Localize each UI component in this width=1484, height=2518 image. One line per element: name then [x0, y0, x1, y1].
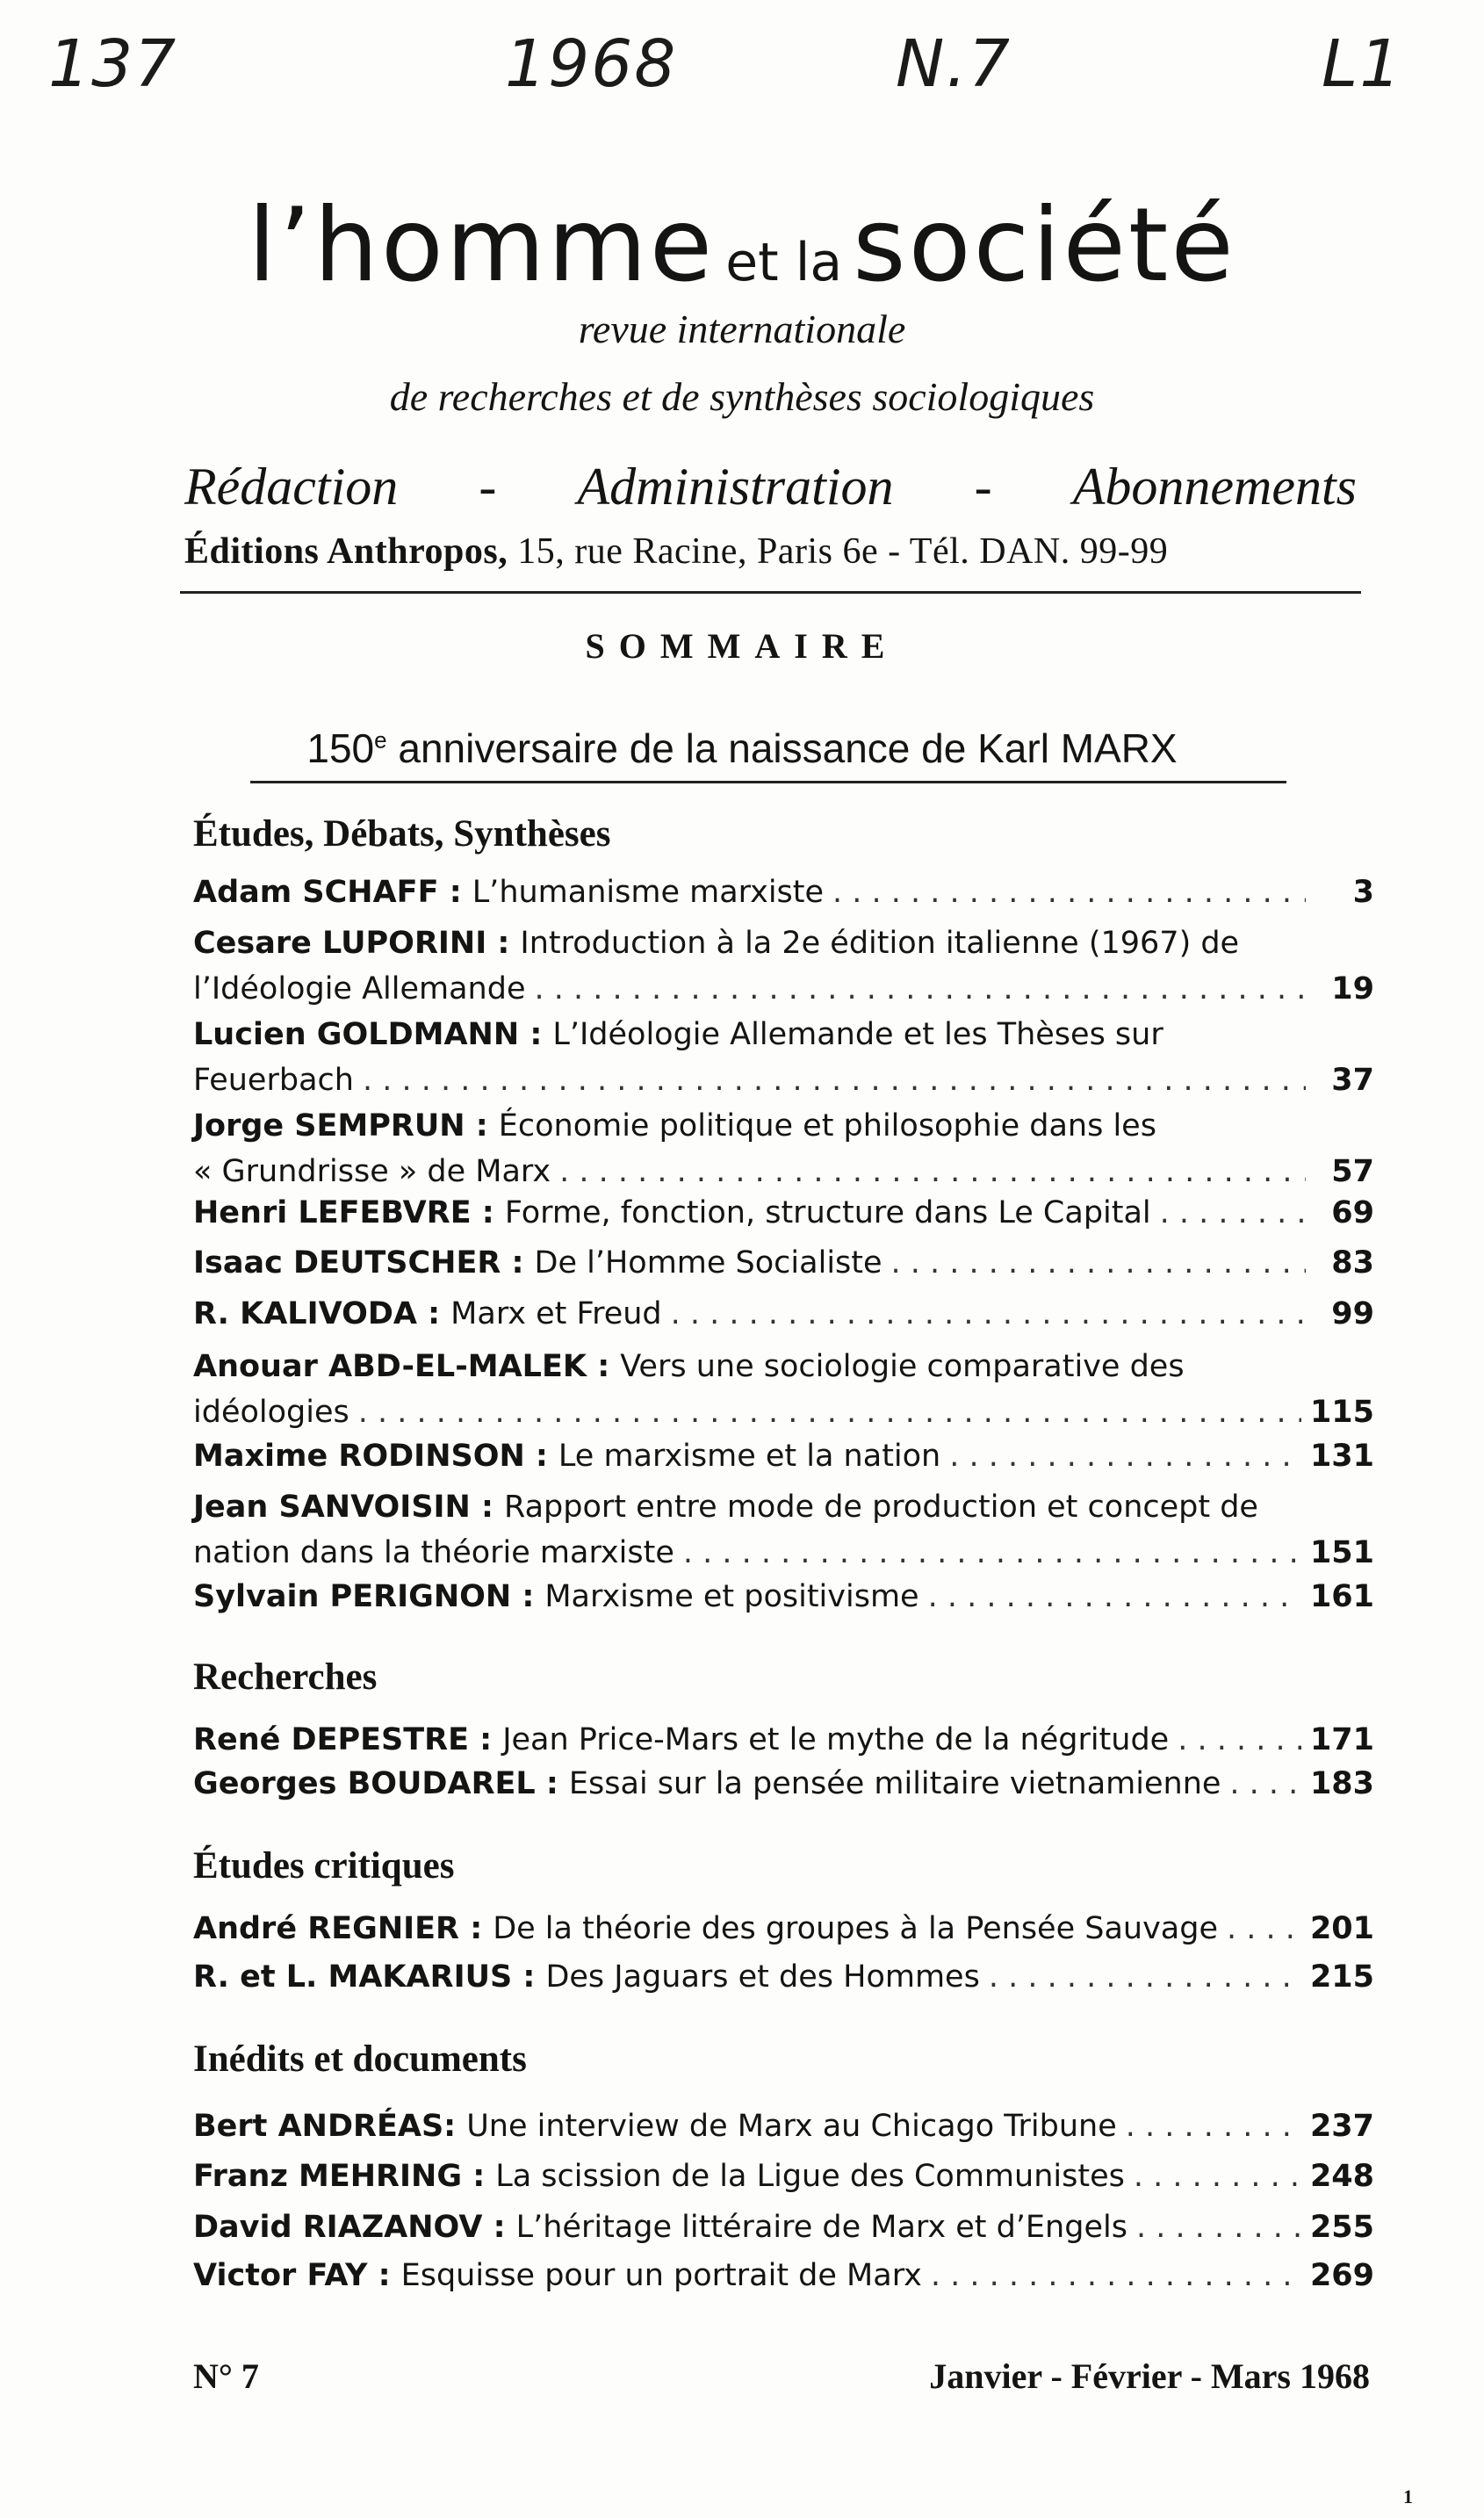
- toc-title: Le marxisme et la nation: [558, 1439, 941, 1474]
- toc-leader: [1227, 1906, 1301, 1952]
- toc-entry: [193, 2154, 1374, 2199]
- admin-redaction: Rédaction: [184, 458, 399, 516]
- toc-author: Georges BOUDAREL :: [193, 1766, 558, 1801]
- toc-title: De l’Homme Socialiste: [534, 1245, 882, 1281]
- toc-page: 37: [1331, 1063, 1374, 1098]
- toc-leader: [931, 2253, 1301, 2298]
- toc-leader: [891, 1240, 1306, 1286]
- journal-title: [0, 186, 1484, 305]
- admin-administration: Administration: [577, 458, 894, 516]
- toc-page: 161: [1309, 1579, 1374, 1614]
- toc-entry: [193, 1574, 1374, 1620]
- anniversary-number: 150: [306, 725, 375, 771]
- toc-entry: [193, 2103, 1374, 2149]
- section-title: Recherches: [193, 1656, 378, 1698]
- toc-entry: [193, 1761, 1374, 1807]
- toc-entry: [193, 2253, 1374, 2298]
- toc-page: 248: [1309, 2159, 1374, 2194]
- toc-author: Victor FAY :: [193, 2258, 391, 2293]
- toc-author: Jorge SEMPRUN :: [193, 1108, 488, 1144]
- toc-page: 255: [1309, 2210, 1374, 2245]
- toc-page: 99: [1331, 1296, 1374, 1331]
- toc-author: René DEPESTRE :: [193, 1722, 493, 1757]
- toc-page: 3: [1352, 875, 1374, 910]
- toc-leader: [1136, 2204, 1301, 2250]
- toc-entry: [193, 869, 1374, 915]
- toc-author: Franz MEHRING :: [193, 2159, 486, 2194]
- toc-leader: [1134, 2154, 1301, 2199]
- toc-page: 131: [1309, 1439, 1374, 1474]
- anniversary-text: anniversaire de la naissance de Karl MARX: [386, 725, 1178, 771]
- toc-title: Introduction à la 2e édition italienne (1967) de: [520, 926, 1240, 961]
- address-text: 15, rue Racine, Paris 6e - Tél. DAN. 99-99: [508, 531, 1169, 572]
- toc-title-cont: « Grundrisse » de Marx: [193, 1154, 551, 1189]
- toc-title: L’humanisme marxiste: [472, 875, 825, 910]
- toc-page: 151: [1309, 1535, 1374, 1570]
- toc-leader: [1126, 2103, 1301, 2149]
- toc-entry: [193, 1103, 1374, 1194]
- toc-leader: [949, 1433, 1301, 1479]
- toc-title: Jean Price-Mars et le mythe de la négritude: [502, 1722, 1170, 1757]
- toc-leader: [1178, 1717, 1301, 1763]
- title-part-et-la: et la: [725, 232, 843, 293]
- toc-entry: [193, 1717, 1374, 1763]
- toc-author: Cesare LUPORINI :: [193, 926, 510, 961]
- toc-title: De la théorie des groupes à la Pensée Sauvage: [493, 1911, 1219, 1946]
- toc-author: R. KALIVODA :: [193, 1296, 441, 1331]
- toc-entry: [193, 1906, 1374, 1952]
- toc-author: Jean SANVOISIN :: [193, 1490, 494, 1525]
- toc-entry: [193, 2204, 1374, 2250]
- toc-author: Lucien GOLDMANN :: [193, 1017, 543, 1052]
- toc-title-cont: l’Idéologie Allemande: [193, 971, 526, 1006]
- title-part-societe: société: [853, 186, 1236, 305]
- admin-sep: -: [479, 458, 497, 516]
- section-title: Inédits et documents: [193, 2038, 527, 2080]
- toc-leader: [1229, 1761, 1301, 1807]
- toc-author: André REGNIER :: [193, 1911, 483, 1946]
- toc-title: Une interview de Marx au Chicago Tribune: [466, 2109, 1117, 2144]
- toc-title-cont: nation dans la théorie marxiste: [193, 1535, 674, 1570]
- page-number: 1: [1403, 2486, 1413, 2507]
- toc-title-cont: Feuerbach: [193, 1063, 354, 1098]
- issue-number: N° 7: [193, 2356, 259, 2396]
- header-divider: [180, 591, 1361, 594]
- handwritten-note-year: 1968: [505, 26, 678, 102]
- anniversary-heading: [0, 725, 1484, 772]
- toc-title: Des Jaguars et des Hommes: [545, 1959, 980, 1995]
- toc-author: Bert ANDRÉAS:: [193, 2109, 457, 2144]
- toc-title: Essai sur la pensée militaire vietnamienne: [568, 1766, 1221, 1801]
- toc-author: R. et L. MAKARIUS :: [193, 1959, 536, 1995]
- toc-page: 183: [1309, 1766, 1374, 1801]
- toc-author: Adam SCHAFF :: [193, 875, 462, 910]
- toc-page: 69: [1331, 1195, 1374, 1230]
- toc-entry: [193, 1240, 1374, 1286]
- toc-title: Rapport entre mode de production et concept de: [504, 1490, 1258, 1525]
- publisher-name: Éditions Anthropos,: [184, 531, 508, 572]
- section-title: Études critiques: [193, 1845, 455, 1887]
- toc-entry: [193, 1954, 1374, 2000]
- toc-leader: [832, 869, 1306, 915]
- toc-leader: [928, 1574, 1301, 1620]
- toc-entry: [193, 1433, 1374, 1479]
- toc-page: 171: [1309, 1722, 1374, 1757]
- toc-leader: [363, 1057, 1306, 1103]
- toc-page: 115: [1309, 1395, 1374, 1430]
- toc-leader: [671, 1291, 1306, 1337]
- toc-page: 201: [1309, 1911, 1374, 1946]
- toc-leader: [358, 1389, 1301, 1435]
- anniversary-sup: e: [374, 726, 387, 754]
- toc-page: 83: [1331, 1245, 1374, 1281]
- issue-date: Janvier - Février - Mars 1968: [929, 2356, 1370, 2396]
- toc-leader: [683, 1530, 1301, 1576]
- toc-entry: [193, 1484, 1374, 1576]
- admin-line: [184, 457, 1357, 517]
- toc-title: La scission de la Ligue des Communistes: [495, 2159, 1125, 2194]
- toc-leader: [989, 1954, 1301, 2000]
- toc-page: 215: [1309, 1959, 1374, 1995]
- toc-entry: [193, 1291, 1374, 1337]
- toc-page: 57: [1331, 1154, 1374, 1189]
- toc-title: L’héritage littéraire de Marx et d’Engels: [515, 2210, 1127, 2245]
- toc-author: David RIAZANOV :: [193, 2210, 506, 2245]
- toc-title: Économie politique et philosophie dans les: [498, 1108, 1156, 1144]
- toc-leader: [559, 1149, 1306, 1194]
- toc-page: 269: [1309, 2258, 1374, 2293]
- toc-title: Marx et Freud: [450, 1296, 662, 1331]
- section-title: Études, Débats, Synthèses: [193, 813, 611, 855]
- admin-abonnements: Abonnements: [1072, 458, 1357, 516]
- toc-author: Isaac DEUTSCHER :: [193, 1245, 524, 1281]
- admin-sep: -: [974, 458, 992, 516]
- subtitle-line-1: revue internationale: [578, 307, 906, 351]
- handwritten-note-code: L1: [1322, 26, 1403, 102]
- toc-title-cont: idéologies: [193, 1395, 349, 1430]
- toc-author: Henri LEFEBVRE :: [193, 1195, 494, 1230]
- toc-page: 19: [1331, 971, 1374, 1006]
- toc-leader: [534, 966, 1306, 1012]
- toc-title: Vers une sociologie comparative des: [620, 1349, 1185, 1384]
- toc-entry: [193, 1344, 1374, 1435]
- toc-entry: [193, 920, 1374, 1012]
- toc-page: 237: [1309, 2109, 1374, 2144]
- issue-footer: [193, 2356, 1370, 2397]
- handwritten-note-issue: N.7: [896, 26, 1012, 102]
- toc-title: Marxisme et positivisme: [544, 1579, 919, 1614]
- toc-entry: [193, 1012, 1374, 1103]
- subtitle-line-2: de recherches et de synthèses sociologiques: [389, 374, 1095, 419]
- title-part-homme: l’homme: [248, 186, 716, 305]
- toc-author: Sylvain PERIGNON :: [193, 1579, 535, 1614]
- toc-leader: [1160, 1190, 1306, 1236]
- toc-title: Esquisse pour un portrait de Marx: [400, 2258, 922, 2293]
- toc-author: Anouar ABD-EL-MALEK :: [193, 1349, 610, 1384]
- publisher-address: [184, 530, 1361, 573]
- handwritten-note-number: 137: [48, 26, 178, 102]
- toc-author: Maxime RODINSON :: [193, 1439, 548, 1474]
- toc-title: Forme, fonction, structure dans Le Capital: [504, 1195, 1151, 1230]
- sommaire-heading: SOMMAIRE: [585, 626, 899, 666]
- toc-title: L’Idéologie Allemande et les Thèses sur: [552, 1017, 1163, 1052]
- toc-entry: [193, 1190, 1374, 1236]
- anniversary-underline: [250, 781, 1286, 783]
